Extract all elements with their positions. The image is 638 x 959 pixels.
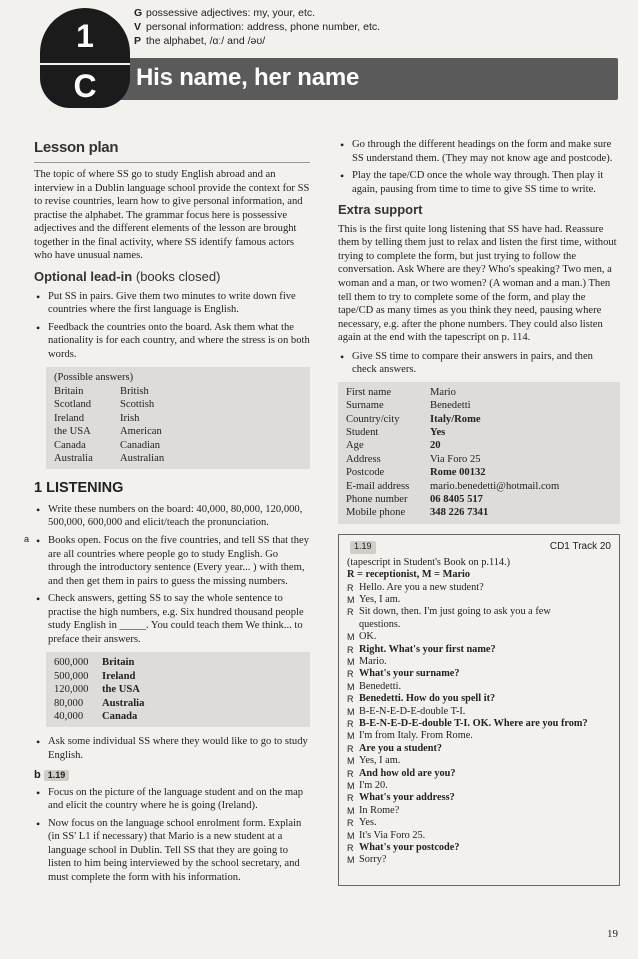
tapescript-line [347, 842, 611, 854]
tapescript-line [347, 817, 611, 829]
tapescript-box [338, 534, 620, 886]
lesson-plan-text: The topic of where SS go to study English abroad and an interview in a Dublin language school provide the context for SS to revise countries, learn how to give personal information, and practise the alphabet. The grammar focus here is possessive adjectives and the different elements of the lesson are brought together in the final activity, where SS identify famous actors who have unusual names. [34, 169, 310, 262]
speaker-label: R [347, 718, 354, 729]
speaker-label: M [347, 632, 355, 643]
tapescript-line [347, 730, 611, 742]
table-row: Canada Canadian [54, 439, 161, 451]
tapescript-line [347, 644, 611, 656]
tapescript-line [347, 582, 611, 594]
list-item: • Feedback the countries onto the board. Ask them what the nationality is for each country, and where the stress is on both words. [34, 321, 310, 362]
tapescript-intro: (tapescript in Student's Book on p.114.) [347, 556, 511, 568]
track-label: CD1 Track 20 [549, 540, 611, 552]
listening-list [24, 503, 310, 646]
compare-list [338, 350, 620, 377]
line-text: Sorry? [359, 854, 387, 866]
left-column [24, 138, 310, 888]
grammar-vocab-pron-tags [134, 6, 380, 48]
table-row: Scotland Scottish [54, 399, 155, 411]
badge-divider [40, 63, 130, 65]
speaker-label: M [347, 756, 355, 767]
table-row: Surname Benedetti [346, 400, 471, 412]
line-text: Benedetti. How do you spell it? [359, 693, 496, 705]
table-row: Mobile phone 348 226 7341 [346, 507, 489, 519]
line-text: B-E-N-E-D-E-double T-I. [359, 705, 466, 717]
numbers-box [46, 652, 310, 727]
speaker-label: M [347, 781, 355, 791]
line-text: Benedetti. [359, 680, 402, 692]
list-item: • Play the tape/CD once the whole way through. Then play it again, pausing from time to time to give SS time to write. [338, 169, 620, 196]
line-text: Yes. [359, 817, 377, 829]
speaker-label: R [347, 768, 354, 779]
speaker-label: R [347, 694, 354, 705]
form-table [346, 386, 569, 520]
table-row: Address Via Foro 25 [346, 453, 481, 465]
table-row: Student Yes [346, 427, 446, 439]
speaker-label: R [347, 669, 354, 680]
tag-pronunciation: P the alphabet, /ɑː/ and /əʊ/ [134, 35, 266, 47]
table-row: First name Mario [346, 386, 456, 398]
unit-number: 1 [76, 18, 94, 54]
speaker-label: R [347, 793, 354, 804]
line-text: Right. What's your first name? [359, 643, 496, 655]
tapescript-line [347, 743, 611, 755]
line-text: Sit down, then. I'm just going to ask you a few [359, 606, 551, 618]
line-text: What's your address? [359, 792, 455, 804]
tapescript-line [347, 830, 611, 842]
list-item: • Write these numbers on the board: 40,000, 80,000, 120,000, 500,000, 600,000 and elicit/teach the pronunciation. [34, 503, 310, 530]
tapescript-line [347, 656, 611, 668]
table-row: Country/city Italy/Rome [346, 413, 481, 425]
tapescript-line [347, 681, 611, 693]
table-row: Australia Australian [54, 452, 165, 464]
speaker-label: M [347, 855, 355, 866]
list-item: • Put SS in pairs. Give them two minutes to write down five countries where the first language is English. [34, 290, 310, 317]
line-text: OK. [359, 631, 377, 643]
speaker-label: R [347, 644, 354, 655]
leadin-heading: Optional lead-in (books closed) [34, 269, 221, 285]
list-item: • Now focus on the language school enrolment form. Explain (in SS' L1 if necessary) that Mario is a new student at a language school in Dublin. Tell SS that they are going to listen to him being interviewed by the school secretary, and must complete the form with his information. [34, 817, 310, 885]
unit-badge [40, 8, 130, 108]
title-bar [118, 58, 618, 100]
tapescript-lines [347, 582, 611, 867]
table-row: Phone number 06 8405 517 [346, 494, 483, 506]
page-number: 19 [607, 927, 618, 940]
table-row: Britain British [54, 385, 149, 397]
line-text: What's your surname? [359, 668, 460, 680]
line-text: It's Via Foro 25. [359, 829, 426, 841]
tapescript-key: R = receptionist, M = Mario [347, 569, 471, 581]
tapescript-line [347, 854, 611, 866]
tapescript-line [347, 668, 611, 680]
table-row: Age 20 [346, 440, 441, 452]
speaker-label: M [347, 656, 355, 667]
right-top-list [338, 138, 620, 196]
answers-table [54, 385, 174, 465]
possible-answers-box [46, 367, 310, 469]
exercise-b-list [34, 786, 310, 885]
line-text: In Rome? [359, 804, 400, 816]
possible-answers-label: (Possible answers) [54, 372, 134, 384]
speaker-label: R [347, 743, 354, 754]
speaker-label [347, 619, 359, 631]
speaker-label: M [347, 681, 355, 692]
speaker-label: R [347, 843, 354, 854]
tapescript-line [347, 805, 611, 817]
table-row: the USA American [54, 426, 162, 438]
table-row: E-mail address mario.benedetti@hotmail.com [346, 480, 560, 492]
tapescript-line [347, 606, 611, 618]
listening-heading: 1 LISTENING [34, 480, 124, 497]
exercise-marker-a: • a [24, 534, 30, 544]
table-row: 40,000 Canada [54, 711, 138, 722]
tapescript-line [347, 718, 611, 730]
table-row: 80,000 Australia [54, 697, 145, 709]
line-text: Are you a student? [359, 742, 443, 754]
table-row: Postcode Rome 00132 [346, 467, 486, 479]
list-item: • Give SS time to compare their answers in pairs, and then check answers. [338, 350, 620, 377]
speaker-label: R [347, 607, 354, 618]
tapescript-header [347, 541, 611, 554]
heading-rule [34, 162, 310, 163]
tapescript-line [347, 780, 611, 792]
line-text: questions. [359, 618, 401, 630]
list-item: • Go through the different headings on the form and make sure SS understand them. (They may not know age and postcode). [338, 138, 620, 165]
right-column [338, 138, 620, 886]
lesson-plan-heading: Lesson plan [34, 139, 119, 156]
table-row: 600,000 Britain [54, 657, 135, 669]
line-text: And how old are you? [359, 767, 456, 779]
line-text: Yes, I am. [359, 593, 401, 605]
speaker-label: M [347, 731, 355, 742]
line-text: I'm from Italy. From Rome. [359, 730, 473, 742]
table-row: Ireland Irish [54, 412, 140, 424]
table-row: 120,000 the USA [54, 684, 140, 696]
speaker-label: M [347, 805, 355, 816]
tapescript-line [347, 768, 611, 780]
tapescript-line [347, 792, 611, 804]
list-item: • Check answers, getting SS to say the whole sentence to practise the high numbers, e.g. Six hundred thousand people study English in _____. You could teach them We think... to preface their answers. [34, 592, 310, 646]
list-item: • Focus on the picture of the language student and on the map and elicit the country where he is going (Ireland). [34, 786, 310, 813]
extra-support-heading: Extra support [338, 202, 423, 218]
extra-support-text: This is the first quite long listening that SS have had. Reassure them by telling them just to relax and listen the first time, without trying to complete the form, but just trying to follow the conversation. Ask Where are they? Who's speaking? Two men, a woman and a man, or two women? (A woman and a man.) Then tell them to try to complete some of the form, and play the tape/CD as many times as you think they need, pausing where necessary, e.g. after the phone numbers. They could also listen again at the end with the tapescript on p. 114. [338, 223, 617, 344]
after-table-list [34, 735, 310, 762]
page-title: His name, her name [136, 64, 360, 91]
tapescript-line [347, 693, 611, 705]
line-text: B-E-N-E-D-E-double T-I. OK. Where are you from? [359, 717, 588, 729]
exercise-b-label: b 1.19 [34, 768, 310, 782]
line-text: Hello. Are you a new student? [359, 581, 484, 593]
list-item: • a Books open. Focus on the five countries, and tell SS that they are all countries where people go to study English. Go through the introductory sentence (Every year... ) with them, and then get them in pairs to guess the missing numbers. [34, 534, 310, 588]
tapescript-line [347, 594, 611, 606]
speaker-label: M [347, 830, 355, 841]
tapescript-line [347, 631, 611, 643]
line-text: I'm 20. [359, 780, 388, 791]
tapescript-line [347, 706, 611, 718]
table-row: 500,000 Ireland [54, 670, 136, 682]
speaker-label: R [347, 818, 354, 829]
speaker-label: M [347, 706, 355, 717]
enrolment-form-answers [338, 382, 620, 524]
speaker-label: R [347, 582, 354, 593]
unit-letter: C [73, 68, 97, 104]
tag-grammar: G possessive adjectives: my, your, etc. [134, 7, 316, 19]
speaker-label: M [347, 594, 355, 605]
audio-ref-badge: 1.19 [350, 541, 376, 554]
leadin-list [34, 290, 310, 362]
audio-ref-badge: 1.19 [44, 770, 70, 782]
tag-vocabulary: V personal information: address, phone number, etc. [134, 21, 381, 33]
tapescript-line [347, 619, 611, 631]
numbers-table [54, 656, 154, 723]
line-text: Yes, I am. [359, 755, 401, 767]
tapescript-line [347, 755, 611, 767]
line-text: Mario. [359, 655, 387, 667]
line-text: What's your postcode? [359, 842, 460, 854]
list-item: • Ask some individual SS where they would like to go to study English. [34, 735, 310, 762]
